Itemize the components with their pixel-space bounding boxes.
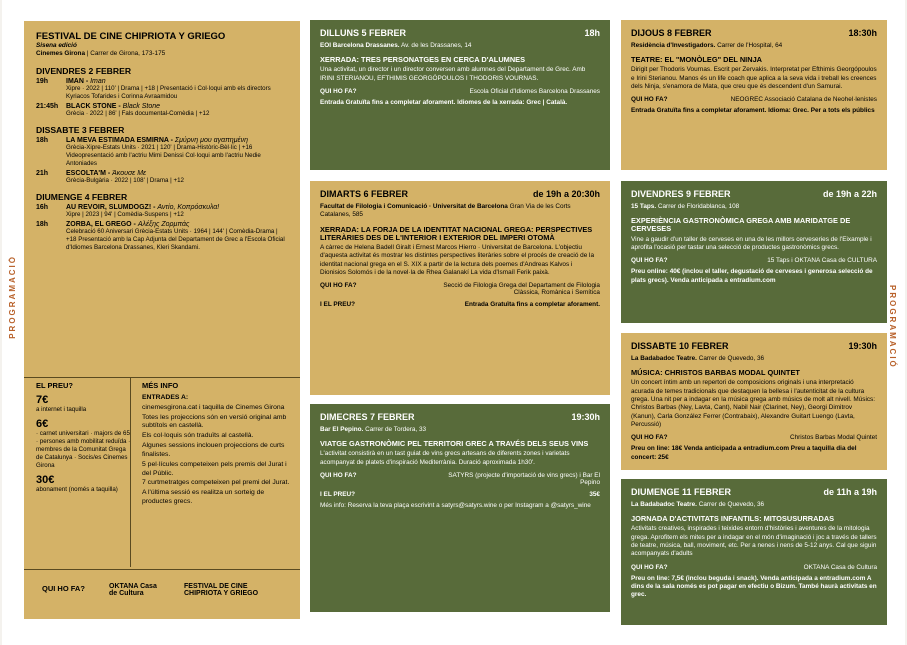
organizer-row [320,88,600,95]
event-place: EOI Barcelona Drassanes. [320,42,400,49]
organizer-label: QUI HO FA? [631,257,668,265]
session-row [36,137,288,168]
price-value: 35€ [589,491,600,499]
festival-title: FESTIVAL DE CINE CHIPRIOTA Y GRIEGO [36,31,226,42]
festival-days [36,66,288,253]
organizer-label: QUI HO FA? [320,282,357,290]
event-address: Av. de les Drassanes, 14 [401,42,472,49]
event-extra: Preu on line: 18€ Venda anticipada a entradium.com Preu a taquilla dia del concert: 25€ [631,445,857,461]
event-description: Dirigit per Thodoris Vournas. Escrit per Zervakis. Interpretat per Efthimis Georgópoulos e Irini Sterianou. Manos és un life coach que aplica a la seva vida i treball les creences dels Ninja, s'enamora de Mata, que creu que és descendent d'un Samurai. [631,66,877,91]
event-header [320,28,600,38]
price-row [320,301,600,308]
event-place: 15 Taps. [631,203,657,210]
event-hour: 19:30h [848,341,877,351]
right-event-panel [621,479,887,625]
event-day: DILLUNS 5 FEBRER [320,28,407,38]
price-label: I EL PREU? [320,491,356,499]
session-time: 16h [36,204,49,212]
organizer-row [631,434,877,441]
event-hour: 19:30h [571,412,600,422]
middle-event-panel [310,20,610,170]
event-address: Carrer de l'Hospital, 64 [717,42,783,49]
event-location [320,426,600,434]
session-body [66,78,288,101]
session-row [36,103,288,118]
info-line: 5 pel·lícules competeixen pels premis del Jurat i del Públic. [142,460,287,477]
event-description: L'activitat consistirà en un tast guiat de vins grecs artesans de diferents zones i varietats acompanyat de platets d'inspiració Mediterrània. Duració aproximada 1h30'. [320,450,570,466]
event-day: DIVENDRES 9 FEBRER [631,189,731,199]
film-meta: Celebració 60 Aniversari Grècia-Estats Units · 1964 | 144' | Comèdia-Drama | +18 Presentació amb la Cap Adjunta del Departament de Grec a l'Escola Oficial d'Idiomes Barcelona Drassanes, Kleri Skandami. [66,228,285,252]
event-day: DIMARTS 6 FEBRER [320,189,409,199]
organizer-name: 15 Taps i OKTANA Casa de CULTURA [767,257,877,265]
event-description: Una activitat, un director i un director conversen amb alumnes del Departament de Grec. Amb IRINI STERIANOU, EFTHIMIS GEORGÓPOULOS I THODORIS VOURNAS. [320,66,586,82]
session-body [66,204,288,219]
film-meta: Grècia-Xipre-Estats Units · 2021 | 120' | Drama-Històric-Bèl·lic | +16 Videopresentació amb l'actriu Mimi Denissi Col·loqui amb l'actriu Nedie Antoniades [66,143,261,167]
event-hour: 18h [584,28,600,38]
event-header [320,412,600,422]
event-location [631,42,877,50]
organizer-row [631,257,877,264]
info-line: Totes les projeccions són en versió original amb subtítols en castellà. [142,413,287,430]
event-extra: Entrada Gratuïta fins a completar aforament. Idioma: Grec. Per a tots els públics [631,107,875,115]
price-desc: · carnet universitari · majors de 65 · persones amb mobilitat reduïda · membres de la Comunitat Grega de Catalunya · Socis/es Cinemes Girona [36,430,131,470]
vertical-label-right: PROGRAMACIÓ [888,285,897,369]
event-header [631,341,877,351]
middle-event-panel [310,404,610,612]
event-title: EXPERIÈNCIA GASTRONÒMICA GREGA AMB MARIDATGE DE CERVESES [631,216,851,234]
info-line: Algunes sessions inclouen projeccions de curts finalistes. [142,442,285,458]
session-time: 21h [36,170,49,178]
event-title: XERRADA: TRES PERSONATGES EN CERCA D'ALUMNES [320,55,526,65]
organizer-name: NEOGREC Associació Catalana de Neohel·lenistes [730,96,877,104]
session-time: 19h [36,77,49,85]
session-time: 18h [36,221,49,229]
event-extra: Preu on line: 7,5€ (inclou beguda i snack). Venda anticipada a entradium.com A dins de la sala només es pot pagar en efectiu o Bizum. També haurà activitats en grec. [631,574,877,599]
film-festival-panel: FESTIVAL DE CINE CHIPRIOTA Y GRIEGO Sisena edició Cinemes Girona | Carrer de Girona, 173-175 DIVENDRES 2 FEBRER 19h IMAN - Iman Xipre · 2022 | 110' | Drama | +18 | Presentació i Col·loqui amb els directors Kyriacos Tofarides i Corinna Avraamidou 21:45h BLACK STONE - Black Stone Grècia · 2022 | 86' | Fals documental-Comèdia | +12 DISSABTE 3 FEBRER 18h LA MEVA ESTIMADA ESMIRNA - Σμύρνη μου αγαπημένη Grècia-Xipre-Estats Units · 2021 | 120' | Drama-Històric-Bèl·lic | +16 Videopresentació amb l'actriu Mimi Denissi Col·loqui amb l'actriu Nedie Antoniades 21h ESCOLTA'M - Άκουσε Με Grècia-Bulgària · 2022 | 108' | Drama | +12 DIUMENGE 4 FEBRER 16h AU REVOIR, SLUMDOGZ! - Αντίο, Κοπρόσκυλα! Xipre | 2023 | 94' | Comèdia-Suspens | +12 18h ZORBA, EL GREGO - Αλέξης Ζορμπάς Celebració 60 Aniversari Grècia-Estats Units · 1964 | 144' | Comèdia-Drama | +18 Presentació amb la Cap Adjunta del Departament de Grec a l'Escola Oficial d'Idiomes Barcelona Drassanes, Kleri Skandami. EL PREU? 7€ a internet i taquilla 6€ · carnet universitari · majors de 65 · persones amb mobilitat reduïda · membres de la Comunitat Grega de Catalunya · Socis/es Cinemes Girona 30€ abonament (només a taquilla) MÉS INFO ENTRADES A: cinemesgirona.cat i taquilla de Cinemes Girona Totes les projeccions són en versió original amb subtítols en castellà. Els col·loquis són traduïts al castellà. Algunes sessions inclouen projeccions de curts finalistes. 5 pel·lícules competeixen pels premis del Jurat i del Públic. 7 curtmetratges competeixen pel premi del Jurat. A l'última sessió es realitza un sorteig de productes grecs. QUI HO FA? OKTANA Casa de Cultura FESTIVAL DE CINE CHIPRIOTA Y GRIEGO [24,21,300,619]
venue-name: Cinemes Girona [36,50,86,58]
organizer-row [320,282,600,296]
event-header [320,189,600,199]
film-original-title: Αντίο, Κοπρόσκυλα! [157,204,220,212]
event-hour: de 19h a 20:30h [532,189,600,199]
qhf-label: QUI HO FA? [42,584,85,593]
organizer-name: OKTANA Casa de Cultura [803,563,877,571]
event-location [631,355,877,363]
event-title: TEATRE: EL "MONÒLEG" DEL NINJA [631,55,763,65]
film-original-title: Iman [90,77,106,85]
event-description: Un concert íntim amb un repertori de composicions originals i una interpretació acurada de temes tradicionals que destaquen la bellesa i l'autenticitat de la cultura grega. Una nit per a indagar en la música grega amb músics de molt alt nivell. Músics: Christos Barbas (Ney, Lavta, Cant), Nabil Nair (Clarinet, Ney), Georgi Dimitrov (Kanun), Carla González Ferrer (Contrabaix), Alexandre Guitart Luengo (Lavta, Percussió) [631,379,876,429]
film-meta: Xipre | 2023 | 94' | Comèdia-Suspens | +12 [66,211,184,219]
event-location [631,203,877,211]
organizer-label: QUI HO FA? [631,563,668,571]
organizer-name: Escola Oficial d'Idiomes Barcelona Drassanes [469,88,600,96]
event-location [631,501,877,509]
film-title: LA MEVA ESTIMADA ESMIRNA - Σμύρνη μου αγαπημένη [66,136,248,144]
event-address: Carrer de Quevedo, 36 [698,501,765,508]
price-title: EL PREU? [36,381,73,390]
info-title: MÉS INFO [142,381,179,390]
event-extra: Entrada Gratuïta fins a completar aforament. Idiomes de la xerrada: Grec | Català. [320,99,568,107]
session-body [66,103,288,118]
event-header [631,28,877,38]
event-more-info: Més info: Reserva la teva plaça escrivint a satyrs@satyrs.wine o per Instagram a @satyrs_wine [320,502,591,510]
price-desc: abonament (només a taquilla) [36,486,118,494]
event-address: Gran Via de les Corts Catalanes, 585 [320,203,571,219]
session-row [36,221,288,252]
event-description: Vine a gaudir d'un taller de cerveses en una de les millors cerveseries de l'Eixample i aprofita l'ocasió per tastar una selecció de productes gastronòmics grecs. [631,235,872,251]
event-address: Carrer de Tordera, 33 [365,426,427,433]
event-description: A càrrec de Helena Badell Giralt i Ernest Marcos Hierro · Universitat de Barcelona. L'objectiu d'aquesta activitat és mostrar les distintes perspectives literàries sobre el procés de creació de la identitat nacional grega en el S. XIX a partir de la lectura dels poemes d'Andreas Kalvos i Dionisios Solomós i de la novel·la de Rhea Galanakí La vida d'Ismaíl Ferik paixà. [320,243,595,276]
film-title: IMAN - Iman [66,77,106,85]
day-title: DIUMENGE 4 FEBRER [36,192,128,203]
event-hour: de 11h a 19h [823,487,877,497]
venue-address: Carrer de Girona, 173-175 [90,50,166,58]
right-event-panel [621,181,887,323]
organizer-row [320,472,600,486]
film-title: ZORBA, EL GREGO - Αλέξης Ζορμπάς [66,221,190,229]
film-original-title: Αλέξης Ζορμπάς [137,221,190,229]
organizer-row [631,96,877,103]
film-title: AU REVOIR, SLUMDOGZ! - Αντίο, Κοπρόσκυλα! [66,204,220,212]
organizer-label: QUI HO FA? [320,472,357,480]
session-body [66,137,288,168]
price-amount: 30€ [36,474,55,487]
org-oktana: OKTANA Casa de Cultura [109,583,157,597]
event-description: Activitats creatives, inspirades i teixides entorn d'històries i aventures de la mitologia grega. Aprofitem els mites per a indagar en el món d'imaginació i joc a través de tallers de teatre, música, ball, moviment, etc. Per a nenes i nens de 5-12 anys. Cal que siguin acompanyats d'adults [631,525,877,558]
event-day: DIUMENGE 11 FEBRER [631,487,732,497]
film-original-title: Σμύρνη μου αγαπημένη [174,136,248,144]
organizer-row [631,564,877,571]
price-desc: a internet i taquilla [36,406,87,413]
organizer-name: Secció de Filologia Grega del Departament de Filologia Clàssica, Romànica i Semítica [443,282,600,297]
event-address: Carrer de Quevedo, 36 [698,355,765,362]
event-day: DIMECRES 7 FEBRER [320,412,415,422]
event-place: Residència d'Investigadors. [631,42,716,49]
info-line: 7 curtmetratges competeixen pel premi del Jurat. [142,479,290,487]
event-title: JORNADA D'ACTIVITATS INFANTILS: MITOSUSURRADAS [631,514,835,524]
day-title: DIVENDRES 2 FEBRER [36,65,132,76]
event-place: Bar El Pepino. [320,426,364,433]
event-title: MÚSICA: CHRISTOS BARBAS MODAL QUINTET [631,368,800,378]
session-body [66,221,288,252]
session-row [36,204,288,219]
event-day: DIJOUS 8 FEBRER [631,28,712,38]
event-title: VIATGE GASTRONÒMIC PEL TERRITORI GREC A TRAVÉS DELS SEUS VINS [320,439,589,449]
film-title: ESCOLTA'M - Άκουσε Με [66,170,147,178]
right-event-panel [621,20,887,170]
event-extra: Preu online: 40€ (inclou el taller, degustació de cerveses i generosa selecció de plats grecs). Venda anticipada a entradium.com [631,268,873,284]
session-body [66,170,288,185]
day-title: DISSABTE 3 FEBRER [36,124,125,135]
event-location [320,42,600,50]
festival-edition: Sisena edició [36,42,77,49]
organizer-name: Christos Barbas Modal Quintet [789,434,877,442]
film-meta: Grècia-Bulgària · 2022 | 108' | Drama | +12 [66,177,184,185]
film-original-title: Black Stone [122,102,161,110]
price-label: I EL PREU? [320,301,356,309]
info-line: ENTRADES A: [142,394,189,401]
vertical-label-left: PROGRAMACIÓ [8,255,17,339]
session-row [36,78,288,101]
info-section [142,381,292,507]
organizer-label: QUI HO FA? [631,434,668,442]
info-line: Els col·loquis són traduïts al castellà. [142,432,254,440]
film-original-title: Άκουσε Με [112,170,147,178]
event-header [631,189,877,199]
event-hour: de 19h a 22h [822,189,877,199]
organizer-name: SATYRS (projecte d'importació de vins grecs) i Bar El Pepino [448,472,600,487]
session-row [36,170,288,185]
organizer-label: QUI HO FA? [320,88,357,96]
event-hour: 18:30h [848,28,877,38]
right-event-panel [621,333,887,470]
event-place: La Badabadoc Teatre. [631,501,697,508]
event-place: Facultat de Filologia i Comunicació · Universitat de Barcelona [320,203,508,210]
session-time: 18h [36,136,49,144]
event-place: La Badabadoc Teatre. [631,355,697,362]
price-amount: 6€ [36,418,49,431]
info-line: A l'última sessió es realitza un sorteig de productes grecs. [142,489,265,506]
film-meta: Grècia · 2022 | 86' | Fals documental-Comèdia | +12 [66,109,210,117]
price-row [320,491,600,498]
price-amount: 7€ [36,394,49,406]
price-section [36,381,131,494]
info-line: cinemesgirona.cat i taquilla de Cinemes Girona [142,403,285,411]
middle-event-panel [310,181,610,395]
org-festival: FESTIVAL DE CINE CHIPRIOTA Y GRIEGO [184,583,259,597]
session-time: 21:45h [36,102,59,110]
event-location [320,203,600,220]
event-address: Carrer de Floridablanca, 108 [657,203,740,210]
price-value: Entrada Gratuïta fins a completar aforament. [464,301,600,309]
event-header [631,487,877,497]
event-day: DISSABTE 10 FEBRER [631,341,729,351]
brochure-page [2,0,905,645]
film-meta: Xipre · 2022 | 110' | Drama | +18 | Presentació i Col·loqui amb els directors Kyriacos Tofarides i Corinna Avraamidou [66,84,271,100]
film-title: BLACK STONE - Black Stone [66,102,161,110]
organizer-label: QUI HO FA? [631,96,668,104]
event-title: XERRADA: LA FORJA DE LA IDENTITAT NACIONAL GREGA: PERSPECTIVES LITERÀRIES DES DE L'INTERIOR I EXTERIOR DEL IMPERI OTOMÀ [320,224,593,242]
